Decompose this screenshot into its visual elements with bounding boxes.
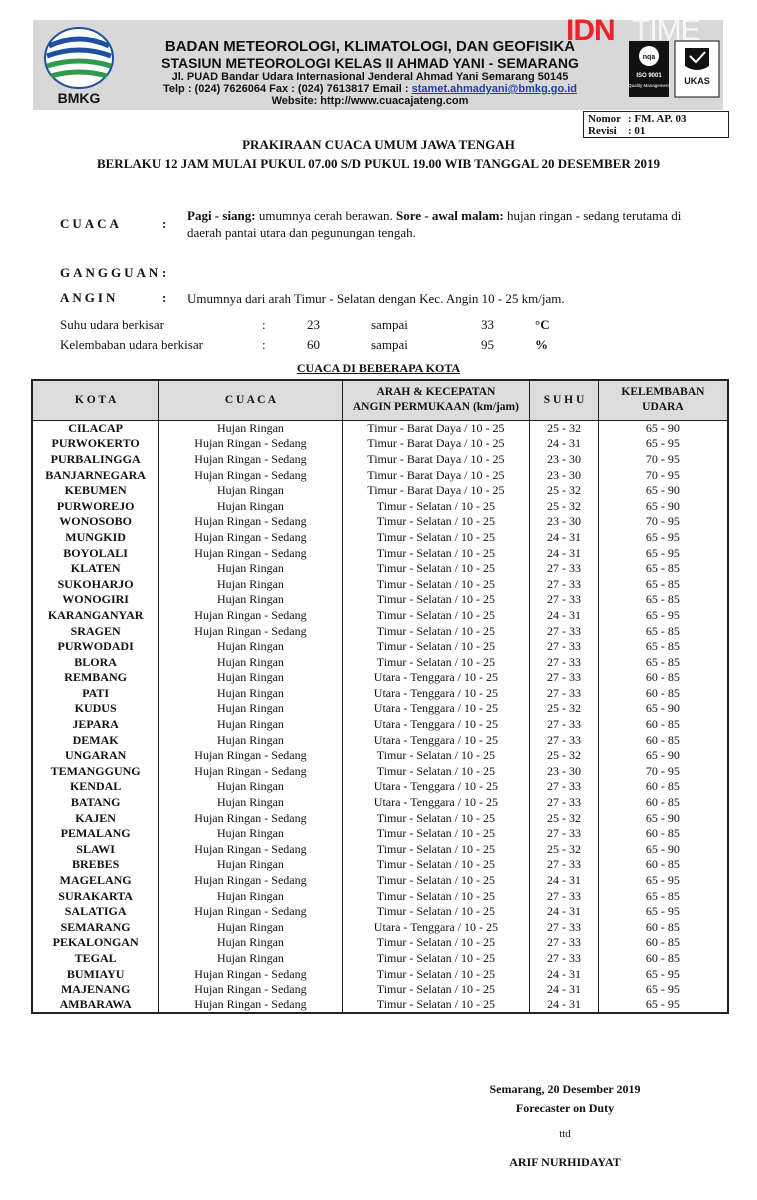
- city-weather-table: [31, 379, 729, 1014]
- cell-kelembaban: 65 - 85: [598, 654, 728, 670]
- table-row: [32, 654, 728, 670]
- table-row: [32, 763, 728, 779]
- cell-kota: PEKALONGAN: [32, 935, 159, 951]
- table-row: [32, 670, 728, 686]
- suhu-sampai: sampai: [371, 317, 408, 332]
- table-row: [32, 857, 728, 873]
- cell-suhu: 25 - 32: [530, 498, 599, 514]
- cell-angin: Timur - Selatan / 10 - 25: [342, 763, 530, 779]
- revisi-label: Revisi: [588, 125, 617, 137]
- cell-suhu: 27 - 33: [530, 560, 599, 576]
- cell-angin: Timur - Selatan / 10 - 25: [342, 560, 530, 576]
- cell-kota: WONOSOBO: [32, 514, 159, 530]
- signature-place-date: Semarang, 20 Desember 2019: [489, 1082, 641, 1096]
- table-row: [32, 482, 728, 498]
- table-row: [32, 451, 728, 467]
- table-row: [32, 498, 728, 514]
- cell-kelembaban: 65 - 85: [598, 888, 728, 904]
- suhu-unit: °C: [535, 317, 550, 332]
- cell-cuaca: Hujan Ringan: [159, 638, 342, 654]
- cell-angin: Timur - Selatan / 10 - 25: [342, 841, 530, 857]
- cell-angin: Timur - Selatan / 10 - 25: [342, 592, 530, 608]
- cell-kota: MAJENANG: [32, 981, 159, 997]
- gangguan-label: GANGGUAN: [60, 265, 162, 280]
- cell-cuaca: Hujan Ringan: [159, 498, 342, 514]
- cell-suhu: 24 - 31: [530, 903, 599, 919]
- watermark-time: TIME: [632, 14, 700, 47]
- cell-angin: Timur - Selatan / 10 - 25: [342, 810, 530, 826]
- nomor-value: : FM. AP. 03: [628, 113, 687, 125]
- address: Jl. PUAD Bandar Udara Internasional Jenderal Ahmad Yani Semarang 50145: [171, 71, 569, 83]
- lembab-unit: %: [535, 337, 548, 352]
- svg-text:nqa: nqa: [642, 54, 656, 61]
- cell-cuaca: Hujan Ringan: [159, 919, 342, 935]
- cell-cuaca: Hujan Ringan - Sedang: [159, 810, 342, 826]
- cell-suhu: 27 - 33: [530, 623, 599, 639]
- cell-kota: UNGARAN: [32, 747, 159, 763]
- cell-angin: Timur - Selatan / 10 - 25: [342, 607, 530, 623]
- table-row: [32, 701, 728, 717]
- cell-suhu: 24 - 31: [530, 966, 599, 982]
- cell-suhu: 25 - 32: [530, 701, 599, 717]
- cell-suhu: 27 - 33: [530, 716, 599, 732]
- cell-suhu: 27 - 33: [530, 654, 599, 670]
- cell-suhu: 24 - 31: [530, 607, 599, 623]
- cell-kelembaban: 65 - 95: [598, 545, 728, 561]
- lembab-label: Kelembaban udara berkisar: [60, 337, 203, 352]
- cell-angin: Timur - Selatan / 10 - 25: [342, 997, 530, 1013]
- cell-angin: Timur - Selatan / 10 - 25: [342, 529, 530, 545]
- cell-suhu: 27 - 33: [530, 888, 599, 904]
- suhu-max: 33: [481, 317, 494, 332]
- angin-value: Umumnya dari arah Timur - Selatan dengan Kec. Angin 10 - 25 km/jam.: [187, 291, 565, 306]
- cell-kelembaban: 65 - 95: [598, 436, 728, 452]
- cuaca-value: [187, 207, 717, 241]
- cell-angin: Timur - Selatan / 10 - 25: [342, 872, 530, 888]
- cell-kota: BLORA: [32, 654, 159, 670]
- cell-kota: JEPARA: [32, 716, 159, 732]
- cell-cuaca: Hujan Ringan: [159, 732, 342, 748]
- cell-angin: Timur - Selatan / 10 - 25: [342, 623, 530, 639]
- cell-kota: SURAKARTA: [32, 888, 159, 904]
- cell-cuaca: Hujan Ringan: [159, 701, 342, 717]
- cell-cuaca: Hujan Ringan - Sedang: [159, 903, 342, 919]
- cell-suhu: 24 - 31: [530, 997, 599, 1013]
- cell-kota: KEBUMEN: [32, 482, 159, 498]
- cell-kelembaban: 60 - 85: [598, 919, 728, 935]
- header-arah-line1: ARAH & KECEPATAN: [376, 386, 496, 399]
- cell-kelembaban: 65 - 95: [598, 981, 728, 997]
- table-row: [32, 779, 728, 795]
- cell-kota: PURWOREJO: [32, 498, 159, 514]
- header-kelembaban-line2: UDARA: [642, 401, 684, 414]
- cell-kota: PATI: [32, 685, 159, 701]
- agency-name: BADAN METEOROLOGI, KLIMATOLOGI, DAN GEOFISIKA: [164, 38, 576, 55]
- cert-ukas-text: UKAS: [684, 76, 710, 86]
- table-header-row: [32, 380, 728, 420]
- cell-kelembaban: 60 - 85: [598, 857, 728, 873]
- cell-kota: BUMIAYU: [32, 966, 159, 982]
- cell-angin: Utara - Tenggara / 10 - 25: [342, 794, 530, 810]
- cell-kelembaban: 65 - 95: [598, 903, 728, 919]
- cell-suhu: 27 - 33: [530, 919, 599, 935]
- cell-kota: SRAGEN: [32, 623, 159, 639]
- cell-cuaca: Hujan Ringan - Sedang: [159, 529, 342, 545]
- cell-angin: Timur - Barat Daya / 10 - 25: [342, 482, 530, 498]
- cell-kelembaban: 65 - 85: [598, 560, 728, 576]
- table-row: [32, 545, 728, 561]
- cell-kelembaban: 60 - 85: [598, 670, 728, 686]
- table-row: [32, 638, 728, 654]
- cell-kelembaban: 65 - 95: [598, 966, 728, 982]
- suhu-label: Suhu udara berkisar: [60, 317, 164, 332]
- cell-kota: MAGELANG: [32, 872, 159, 888]
- table-row: [32, 592, 728, 608]
- cell-kelembaban: 65 - 85: [598, 623, 728, 639]
- cuaca-pagi-label: Pagi - siang:: [187, 208, 256, 223]
- cell-cuaca: Hujan Ringan: [159, 888, 342, 904]
- cell-kota: PEMALANG: [32, 825, 159, 841]
- cell-cuaca: Hujan Ringan: [159, 794, 342, 810]
- watermark-idn: IDN: [566, 14, 615, 47]
- cell-cuaca: Hujan Ringan - Sedang: [159, 763, 342, 779]
- contact-line: [120, 83, 620, 95]
- angin-colon: :: [162, 290, 167, 305]
- cell-kota: AMBARAWA: [32, 997, 159, 1013]
- header-cuaca: C U A C A: [159, 380, 342, 420]
- table-row: [32, 560, 728, 576]
- cell-suhu: 25 - 32: [530, 420, 599, 436]
- cell-suhu: 27 - 33: [530, 779, 599, 795]
- cell-kelembaban: 65 - 90: [598, 482, 728, 498]
- cell-angin: Timur - Barat Daya / 10 - 25: [342, 467, 530, 483]
- cell-cuaca: Hujan Ringan: [159, 685, 342, 701]
- cell-kota: TEGAL: [32, 950, 159, 966]
- cell-cuaca: Hujan Ringan: [159, 779, 342, 795]
- cell-kelembaban: 60 - 85: [598, 825, 728, 841]
- cell-angin: Utara - Tenggara / 10 - 25: [342, 716, 530, 732]
- cell-kota: BOYOLALI: [32, 545, 159, 561]
- document-title: PRAKIRAAN CUACA UMUM JAWA TENGAH: [242, 137, 515, 152]
- cell-cuaca: Hujan Ringan: [159, 592, 342, 608]
- cell-kota: KENDAL: [32, 779, 159, 795]
- table-row: [32, 732, 728, 748]
- cell-angin: Timur - Selatan / 10 - 25: [342, 966, 530, 982]
- table-row: [32, 997, 728, 1013]
- cell-angin: Timur - Selatan / 10 - 25: [342, 903, 530, 919]
- cell-kota: DEMAK: [32, 732, 159, 748]
- cell-cuaca: Hujan Ringan: [159, 716, 342, 732]
- signature-role: Forecaster on Duty: [515, 1101, 615, 1115]
- cell-kota: PURWOKERTO: [32, 436, 159, 452]
- cell-cuaca: Hujan Ringan - Sedang: [159, 966, 342, 982]
- cell-cuaca: Hujan Ringan: [159, 482, 342, 498]
- cell-cuaca: Hujan Ringan - Sedang: [159, 545, 342, 561]
- cell-suhu: 23 - 30: [530, 467, 599, 483]
- cell-kelembaban: 60 - 85: [598, 794, 728, 810]
- cell-kelembaban: 70 - 95: [598, 467, 728, 483]
- cell-angin: Timur - Barat Daya / 10 - 25: [342, 451, 530, 467]
- signature-ttd: ttd: [559, 1128, 571, 1140]
- cell-kelembaban: 60 - 85: [598, 779, 728, 795]
- table-row: [32, 950, 728, 966]
- cell-kelembaban: 60 - 85: [598, 950, 728, 966]
- lembab-sampai: sampai: [371, 337, 408, 352]
- logo-text: BMKG: [57, 90, 101, 106]
- cell-cuaca: Hujan Ringan - Sedang: [159, 607, 342, 623]
- cell-kota: SLAWI: [32, 841, 159, 857]
- cell-cuaca: Hujan Ringan - Sedang: [159, 747, 342, 763]
- cell-kota: MUNGKID: [32, 529, 159, 545]
- cell-kelembaban: 60 - 85: [598, 732, 728, 748]
- contact-phone: Telp : (024) 7626064 Fax : (024) 7613817 Email :: [162, 83, 412, 95]
- cell-kota: BREBES: [32, 857, 159, 873]
- cell-kelembaban: 65 - 90: [598, 498, 728, 514]
- table-row: [32, 716, 728, 732]
- cell-angin: Timur - Selatan / 10 - 25: [342, 514, 530, 530]
- cuaca-label: CUACA: [60, 216, 122, 231]
- cell-cuaca: Hujan Ringan - Sedang: [159, 997, 342, 1013]
- cell-kelembaban: 70 - 95: [598, 763, 728, 779]
- cell-cuaca: Hujan Ringan: [159, 857, 342, 873]
- cell-kota: CILACAP: [32, 420, 159, 436]
- cell-cuaca: Hujan Ringan - Sedang: [159, 436, 342, 452]
- website: Website: http://www.cuacajateng.com: [271, 95, 469, 107]
- revisi-value: : 01: [628, 125, 646, 137]
- cuaca-colon: :: [162, 216, 167, 231]
- table-row: [32, 420, 728, 436]
- table-row: [32, 935, 728, 951]
- lembab-colon: :: [262, 337, 266, 352]
- table-row: [32, 576, 728, 592]
- cell-kelembaban: 65 - 90: [598, 747, 728, 763]
- cell-suhu: 23 - 30: [530, 514, 599, 530]
- cell-kota: TEMANGGUNG: [32, 763, 159, 779]
- cell-kota: BATANG: [32, 794, 159, 810]
- cell-suhu: 23 - 30: [530, 763, 599, 779]
- cert-iso-text: ISO 9001: [636, 73, 662, 79]
- cell-cuaca: Hujan Ringan: [159, 654, 342, 670]
- cell-kelembaban: 65 - 90: [598, 810, 728, 826]
- cell-kelembaban: 65 - 90: [598, 420, 728, 436]
- cell-suhu: 27 - 33: [530, 732, 599, 748]
- table-row: [32, 903, 728, 919]
- cell-suhu: 27 - 33: [530, 576, 599, 592]
- cell-cuaca: Hujan Ringan: [159, 670, 342, 686]
- email-link[interactable]: stamet.ahmadyani@bmkg.go.id: [411, 83, 578, 95]
- cell-kota: KLATEN: [32, 560, 159, 576]
- cell-kota: SALATIGA: [32, 903, 159, 919]
- cell-angin: Utara - Tenggara / 10 - 25: [342, 701, 530, 717]
- cell-kelembaban: 60 - 85: [598, 935, 728, 951]
- cell-angin: Timur - Selatan / 10 - 25: [342, 888, 530, 904]
- cell-kelembaban: 60 - 85: [598, 716, 728, 732]
- cell-angin: Utara - Tenggara / 10 - 25: [342, 685, 530, 701]
- cell-angin: Timur - Selatan / 10 - 25: [342, 857, 530, 873]
- cell-suhu: 27 - 33: [530, 670, 599, 686]
- cell-kelembaban: 65 - 95: [598, 997, 728, 1013]
- cell-angin: Utara - Tenggara / 10 - 25: [342, 919, 530, 935]
- cell-cuaca: Hujan Ringan - Sedang: [159, 623, 342, 639]
- cell-angin: Timur - Barat Daya / 10 - 25: [342, 420, 530, 436]
- table-row: [32, 467, 728, 483]
- lembab-max: 95: [481, 337, 494, 352]
- table-row: [32, 841, 728, 857]
- cell-kelembaban: 70 - 95: [598, 451, 728, 467]
- cell-cuaca: Hujan Ringan - Sedang: [159, 841, 342, 857]
- table-caption: CUACA DI BEBERAPA KOTA: [296, 361, 461, 375]
- cell-suhu: 24 - 31: [530, 872, 599, 888]
- cell-kota: REMBANG: [32, 670, 159, 686]
- angin-label: ANGIN: [60, 290, 119, 305]
- header-arah: [342, 380, 530, 420]
- cell-suhu: 27 - 33: [530, 794, 599, 810]
- certification-badges: [627, 40, 721, 98]
- cell-angin: Timur - Selatan / 10 - 25: [342, 747, 530, 763]
- cell-cuaca: Hujan Ringan: [159, 825, 342, 841]
- cell-kelembaban: 60 - 85: [598, 685, 728, 701]
- document-subtitle: BERLAKU 12 JAM MULAI PUKUL 07.00 S/D PUKUL 19.00 WIB TANGGAL 20 DESEMBER 2019: [96, 156, 661, 171]
- table-row: [32, 810, 728, 826]
- cell-kelembaban: 65 - 90: [598, 701, 728, 717]
- cell-suhu: 25 - 32: [530, 482, 599, 498]
- cell-cuaca: Hujan Ringan: [159, 576, 342, 592]
- cell-kota: PURWODADI: [32, 638, 159, 654]
- cell-cuaca: Hujan Ringan - Sedang: [159, 981, 342, 997]
- cell-kelembaban: 65 - 85: [598, 638, 728, 654]
- table-row: [32, 685, 728, 701]
- table-row: [32, 623, 728, 639]
- signature-name: ARIF NURHIDAYAT: [509, 1155, 621, 1169]
- header-kelembaban-line1: KELEMBABAN: [621, 386, 705, 399]
- table-row: [32, 794, 728, 810]
- cuaca-sore-label: Sore - awal malam:: [396, 208, 504, 223]
- cell-suhu: 27 - 33: [530, 825, 599, 841]
- table-row: [32, 919, 728, 935]
- table-row: [32, 888, 728, 904]
- cell-kelembaban: 70 - 95: [598, 514, 728, 530]
- table-row: [32, 529, 728, 545]
- header-kota: K O T A: [32, 380, 159, 420]
- cell-cuaca: Hujan Ringan: [159, 935, 342, 951]
- cell-suhu: 25 - 32: [530, 810, 599, 826]
- table-row: [32, 436, 728, 452]
- cell-angin: Utara - Tenggara / 10 - 25: [342, 732, 530, 748]
- cell-angin: Utara - Tenggara / 10 - 25: [342, 779, 530, 795]
- cell-suhu: 27 - 33: [530, 592, 599, 608]
- cell-kelembaban: 65 - 85: [598, 592, 728, 608]
- cell-angin: Timur - Selatan / 10 - 25: [342, 638, 530, 654]
- document-number-box: [583, 111, 729, 138]
- cell-suhu: 25 - 32: [530, 747, 599, 763]
- table-row: [32, 966, 728, 982]
- cuaca-sore-text: hujan ringan - sedang terutama di daerah pantai utara dan pegunungan tengah.: [187, 208, 682, 240]
- cell-angin: Timur - Selatan / 10 - 25: [342, 545, 530, 561]
- cell-kelembaban: 65 - 85: [598, 576, 728, 592]
- station-name: STASIUN METEOROLOGI KELAS II AHMAD YANI - SEMARANG: [161, 55, 579, 71]
- header-arah-line2: ANGIN PERMUKAAN (km/jam): [352, 401, 519, 414]
- cell-kota: WONOGIRI: [32, 592, 159, 608]
- cell-suhu: 24 - 31: [530, 529, 599, 545]
- cell-kota: SUKOHARJO: [32, 576, 159, 592]
- table-row: [32, 872, 728, 888]
- table-row: [32, 981, 728, 997]
- cell-suhu: 27 - 33: [530, 857, 599, 873]
- suhu-colon: :: [262, 317, 266, 332]
- cell-suhu: 27 - 33: [530, 935, 599, 951]
- cell-angin: Timur - Selatan / 10 - 25: [342, 654, 530, 670]
- cell-cuaca: Hujan Ringan: [159, 950, 342, 966]
- cell-angin: Timur - Selatan / 10 - 25: [342, 498, 530, 514]
- cell-kelembaban: 65 - 95: [598, 872, 728, 888]
- cuaca-pagi-text: umumnya cerah berawan.: [255, 208, 397, 223]
- cell-kota: KAJEN: [32, 810, 159, 826]
- lembab-min: 60: [307, 337, 320, 352]
- cell-cuaca: Hujan Ringan: [159, 420, 342, 436]
- cell-cuaca: Hujan Ringan: [159, 560, 342, 576]
- header-kelembaban: [598, 380, 728, 420]
- cell-suhu: 25 - 32: [530, 841, 599, 857]
- cell-suhu: 27 - 33: [530, 638, 599, 654]
- cell-kota: KUDUS: [32, 701, 159, 717]
- header-suhu: S U H U: [530, 380, 599, 420]
- cell-cuaca: Hujan Ringan - Sedang: [159, 467, 342, 483]
- cell-suhu: 23 - 30: [530, 451, 599, 467]
- gangguan-colon: :: [162, 265, 167, 280]
- cell-kelembaban: 65 - 95: [598, 607, 728, 623]
- cert-quality-text: Quality Management: [628, 83, 670, 88]
- table-row: [32, 607, 728, 623]
- cell-suhu: 24 - 31: [530, 981, 599, 997]
- cell-kota: BANJARNEGARA: [32, 467, 159, 483]
- cell-kelembaban: 65 - 90: [598, 841, 728, 857]
- cell-angin: Timur - Selatan / 10 - 25: [342, 950, 530, 966]
- cell-cuaca: Hujan Ringan - Sedang: [159, 514, 342, 530]
- cell-suhu: 27 - 33: [530, 950, 599, 966]
- cell-kota: PURBALINGGA: [32, 451, 159, 467]
- table-row: [32, 825, 728, 841]
- cell-angin: Utara - Tenggara / 10 - 25: [342, 670, 530, 686]
- table-row: [32, 747, 728, 763]
- cell-angin: Timur - Barat Daya / 10 - 25: [342, 436, 530, 452]
- cell-angin: Timur - Selatan / 10 - 25: [342, 825, 530, 841]
- cell-kelembaban: 65 - 95: [598, 529, 728, 545]
- cell-cuaca: Hujan Ringan - Sedang: [159, 451, 342, 467]
- table-row: [32, 514, 728, 530]
- cell-kota: KARANGANYAR: [32, 607, 159, 623]
- nomor-label: Nomor: [588, 113, 621, 125]
- cell-suhu: 24 - 31: [530, 436, 599, 452]
- cell-angin: Timur - Selatan / 10 - 25: [342, 981, 530, 997]
- cell-suhu: 27 - 33: [530, 685, 599, 701]
- cell-angin: Timur - Selatan / 10 - 25: [342, 576, 530, 592]
- cell-cuaca: Hujan Ringan - Sedang: [159, 872, 342, 888]
- suhu-min: 23: [307, 317, 320, 332]
- cell-angin: Timur - Selatan / 10 - 25: [342, 935, 530, 951]
- cell-suhu: 24 - 31: [530, 545, 599, 561]
- cell-kota: SEMARANG: [32, 919, 159, 935]
